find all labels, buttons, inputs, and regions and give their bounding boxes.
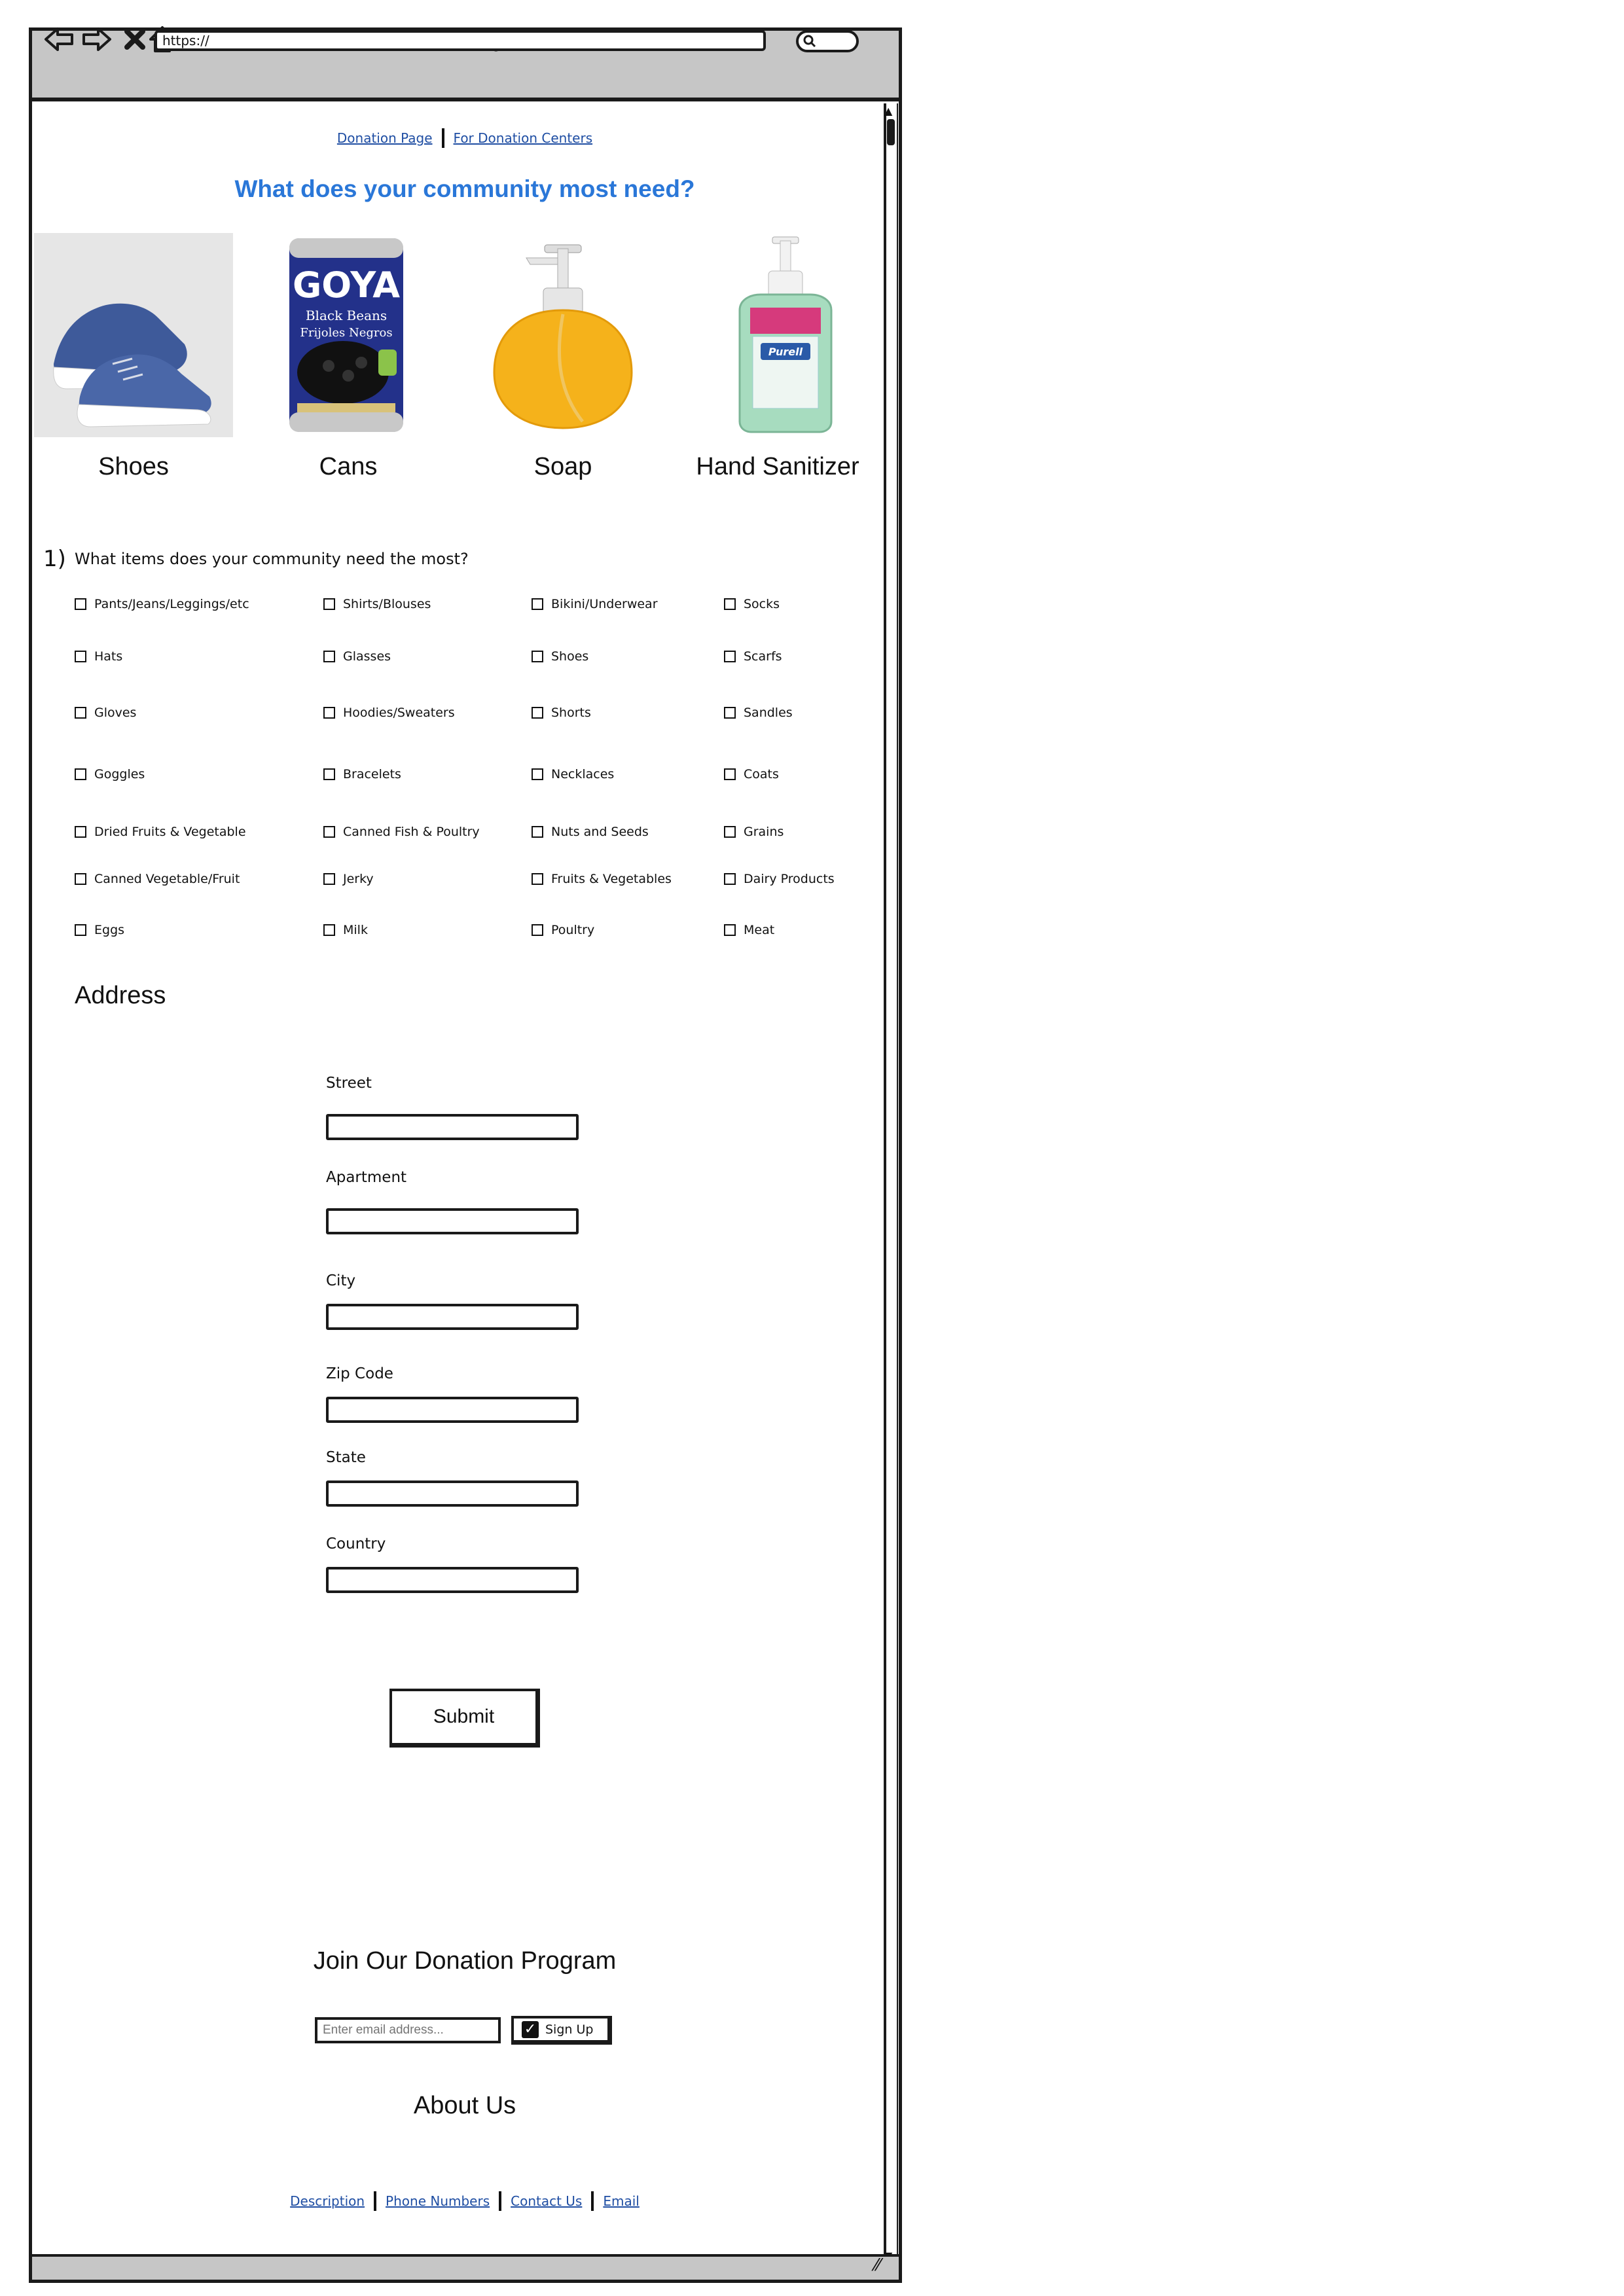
item-checkbox[interactable] — [532, 825, 649, 839]
email-link[interactable]: Email — [603, 2193, 640, 2209]
checkbox-label: Canned Fish & Poultry — [343, 825, 480, 839]
state-input[interactable] — [326, 1480, 579, 1507]
submit-button[interactable]: Submit — [389, 1689, 540, 1748]
item-checkbox[interactable] — [532, 597, 658, 611]
checkbox-icon[interactable] — [724, 924, 736, 936]
checkbox-label: Socks — [744, 597, 780, 611]
checkbox-icon[interactable] — [75, 873, 86, 885]
checkbox-icon[interactable] — [724, 873, 736, 885]
item-checkbox[interactable] — [323, 872, 374, 886]
soap-image — [458, 232, 655, 439]
item-checkbox[interactable] — [323, 923, 368, 937]
checkbox-label: Canned Vegetable/Fruit — [94, 872, 240, 886]
checkbox-label: Grains — [744, 825, 784, 839]
checkbox-label: Sandles — [744, 706, 793, 720]
checkbox-icon[interactable] — [323, 924, 335, 936]
checkbox-icon[interactable] — [532, 826, 543, 838]
state-label: State — [326, 1449, 366, 1466]
item-checkbox[interactable] — [323, 767, 401, 781]
country-input[interactable] — [326, 1567, 579, 1593]
zip-code-input[interactable] — [326, 1397, 579, 1423]
footer-separator — [499, 2191, 501, 2211]
url-bar[interactable]: https:// — [154, 30, 766, 51]
svg-text:GOYA: GOYA — [292, 264, 401, 306]
checkbox-icon[interactable] — [532, 768, 543, 780]
item-checkbox[interactable] — [532, 706, 591, 720]
checkbox-icon[interactable] — [724, 598, 736, 610]
item-checkbox[interactable] — [724, 649, 782, 664]
checkbox-label: Shirts/Blouses — [343, 597, 431, 611]
shoe-image — [34, 233, 233, 437]
checkbox-icon[interactable] — [323, 873, 335, 885]
checkbox-icon[interactable] — [323, 707, 335, 719]
item-checkbox[interactable] — [75, 923, 124, 937]
browser-search-field[interactable] — [796, 30, 859, 52]
checkbox-label: Bracelets — [343, 767, 401, 781]
scrollbar[interactable] — [884, 103, 898, 2265]
item-checkbox[interactable] — [323, 706, 455, 720]
svg-text:Black Beans: Black Beans — [305, 308, 388, 323]
question-text: What items does your community need the most? — [75, 550, 469, 568]
can-image — [283, 232, 410, 439]
page-heading: What does your community most need? — [234, 175, 695, 202]
item-checkbox[interactable] — [724, 872, 835, 886]
contact-us-link[interactable]: Contact Us — [511, 2193, 583, 2209]
address-heading: Address — [75, 982, 166, 1009]
item-checkbox[interactable] — [532, 923, 594, 937]
item-checkbox[interactable] — [532, 767, 614, 781]
checkbox-label: Dried Fruits & Vegetable — [94, 825, 246, 839]
checkbox-icon[interactable] — [75, 707, 86, 719]
checkbox-icon[interactable] — [532, 598, 543, 610]
sign-up-button[interactable] — [511, 2016, 612, 2045]
item-checkbox[interactable] — [75, 649, 122, 664]
checkbox-label: Eggs — [94, 923, 125, 937]
checkbox-label: Dairy Products — [744, 872, 835, 886]
item-checkbox[interactable] — [724, 923, 774, 937]
checkbox-icon[interactable] — [532, 651, 543, 662]
checkbox-icon[interactable] — [532, 873, 543, 885]
checkbox-label: Fruits & Vegetables — [551, 872, 672, 886]
checkbox-icon[interactable] — [323, 651, 335, 662]
status-bar — [29, 2254, 902, 2283]
city-input[interactable] — [326, 1304, 579, 1330]
checkbox-icon[interactable] — [532, 707, 543, 719]
description-link[interactable]: Description — [290, 2193, 365, 2209]
forward-arrow-icon[interactable] — [80, 22, 114, 56]
checkbox-label: Goggles — [94, 767, 145, 781]
checkbox-label: Coats — [744, 767, 779, 781]
svg-text:Frijoles Negros: Frijoles Negros — [300, 326, 393, 340]
checkbox-label: Gloves — [94, 706, 137, 720]
checkbox-label: Jerky — [343, 872, 374, 886]
checkbox-icon[interactable] — [724, 707, 736, 719]
resize-grip-icon[interactable]: ⁄⁄ — [875, 2255, 880, 2275]
checkbox-icon[interactable] — [323, 768, 335, 780]
checkbox-label: Necklaces — [551, 767, 615, 781]
checkbox-icon[interactable] — [532, 924, 543, 936]
item-checkbox[interactable] — [724, 767, 779, 781]
item-checkbox[interactable] — [75, 872, 240, 886]
sanitizer-image — [700, 232, 851, 439]
checkbox-icon[interactable] — [724, 826, 736, 838]
product-label-soap: Soap — [533, 453, 592, 480]
footer-separator — [591, 2191, 594, 2211]
checkbox-label: Milk — [343, 923, 368, 937]
footer-links — [0, 2191, 929, 2211]
city-label: City — [326, 1272, 356, 1289]
checkbox-label: Shoes — [551, 649, 589, 664]
country-label: Country — [326, 1535, 386, 1552]
item-checkbox[interactable] — [323, 597, 431, 611]
zip-code-label: Zip Code — [326, 1365, 393, 1382]
top-nav — [0, 128, 929, 148]
sign-up-label: Sign Up — [545, 2022, 594, 2037]
item-checkbox[interactable] — [75, 706, 136, 720]
back-arrow-icon[interactable] — [42, 22, 76, 56]
item-checkbox[interactable] — [323, 649, 391, 664]
about-us-heading: About Us — [413, 2092, 516, 2119]
search-icon — [803, 34, 817, 48]
product-label-hand-sanitizer: Hand Sanitizer — [696, 453, 859, 480]
question-number: 1) — [43, 546, 66, 572]
checkbox-label: Nuts and Seeds — [551, 825, 649, 839]
scroll-up-arrow-icon[interactable]: ▲ — [884, 105, 893, 117]
checkbox-label: Shorts — [551, 706, 591, 720]
checkbox-label: Hoodies/Sweaters — [343, 706, 455, 720]
checkbox-label: Scarfs — [744, 649, 782, 664]
checkbox-icon[interactable] — [75, 826, 86, 838]
checkbox-icon[interactable] — [323, 598, 335, 610]
street-label: Street — [326, 1075, 372, 1092]
checkbox-label: Poultry — [551, 923, 595, 937]
checkbox-label: Meat — [744, 923, 775, 937]
nav-separator — [442, 128, 444, 148]
checkbox-icon[interactable] — [724, 651, 736, 662]
donation-page-link[interactable]: Donation Page — [336, 130, 433, 146]
street-input[interactable] — [326, 1114, 579, 1140]
item-checkbox[interactable] — [724, 706, 793, 720]
checkbox-label: Hats — [94, 649, 123, 664]
item-checkbox[interactable] — [724, 597, 780, 611]
checkbox-icon[interactable] — [75, 651, 86, 662]
checkbox-icon[interactable] — [724, 768, 736, 780]
phone-numbers-link[interactable]: Phone Numbers — [386, 2193, 490, 2209]
checkbox-icon[interactable] — [75, 768, 86, 780]
product-label-shoes: Shoes — [98, 453, 169, 480]
item-checkbox[interactable] — [323, 825, 480, 839]
checkmark-icon: ✓ — [522, 2021, 539, 2038]
item-checkbox[interactable] — [75, 597, 249, 611]
checkbox-icon[interactable] — [75, 598, 86, 610]
checkbox-icon[interactable] — [75, 924, 86, 936]
checkbox-icon[interactable] — [323, 826, 335, 838]
donation-centers-link[interactable]: For Donation Centers — [453, 130, 593, 146]
checkbox-label: Bikini/Underwear — [551, 597, 658, 611]
item-checkbox[interactable] — [724, 825, 784, 839]
footer-separator — [374, 2191, 376, 2211]
svg-text:Purell: Purell — [768, 346, 803, 358]
checkbox-label: Pants/Jeans/Leggings/etc — [94, 597, 249, 611]
apartment-input[interactable] — [326, 1208, 579, 1234]
item-checkbox[interactable] — [532, 649, 588, 664]
email-input[interactable] — [315, 2017, 501, 2043]
join-program-heading: Join Our Donation Program — [313, 1947, 617, 1975]
product-label-cans: Cans — [319, 453, 378, 480]
item-checkbox[interactable] — [75, 767, 145, 781]
checkbox-label: Glasses — [343, 649, 391, 664]
item-checkbox[interactable] — [532, 872, 672, 886]
item-checkbox[interactable] — [75, 825, 246, 839]
apartment-label: Apartment — [326, 1169, 407, 1186]
